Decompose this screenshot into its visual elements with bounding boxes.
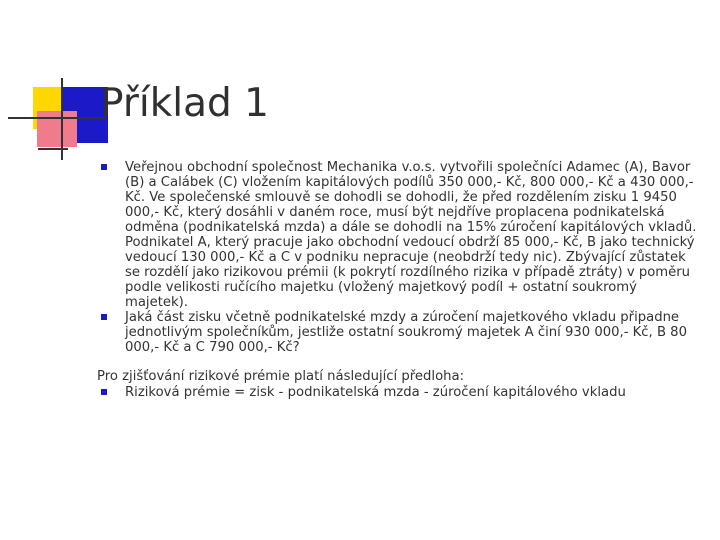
note-bullet-item [97, 385, 697, 400]
bullet-text: Veřejnou obchodní společnost Mechanika v.o.s. vytvořili společníci Adamec (A), Bavor (B) a Calábek (C) vložením kapitálových podílů 350 000,- Kč, 800 000,- Kč a 430 000,- Kč. Ve společenské smlouvě se dohodli se dohodli, že před rozdělením zisku 1 9450 000,- Kč, který dosáhli v daném roce, musí být nejdříve proplacena podnikatelská odměna (podnikatelská mzda) a dále se dohodli na 15% zúročení kapitálových vkladů. Podnikatel A, který pracuje jako obchodní vedoucí obdrží 85 000,- Kč, B jako technický vedoucí 130 000,- Kč a C v podniku nepracuje (neobdrží tedy nic). Zbývající zůstatek se rozdělí jako rizikovou prémii (k pokrytí rozdílného rizika v případě ztráty) v poměru podle velikosti ručícího majetku (vložený majetkový podíl + ostatní soukromý majetek). [125, 160, 697, 310]
bullet-square-icon [101, 314, 107, 320]
main-bullet-list [97, 160, 697, 355]
slide-title: Příklad 1 [100, 81, 269, 126]
decor-horizontal-line [8, 117, 106, 119]
bullet-item [97, 310, 697, 355]
note-section [97, 369, 697, 400]
note-bullet-text: Riziková prémie = zisk - podnikatelská mzda - zúročení kapitálového vkladu [125, 385, 626, 400]
slide-body [97, 160, 697, 400]
bullet-item [97, 160, 697, 310]
bullet-square-icon [101, 389, 107, 395]
bullet-square-icon [101, 164, 107, 170]
decor-short-line [38, 148, 68, 150]
note-bullet-list [97, 385, 697, 400]
bullet-text: Jaká část zisku včetně podnikatelské mzdy a zúročení majetkového vkladu připadne jednotlivým společníkům, jestliže ostatní soukromý majetek A činí 930 000,- Kč, B 80 000,- Kč a C 790 000,- Kč? [125, 310, 687, 355]
note-intro: Pro zjišťování rizikové prémie platí následující předloha: [97, 369, 465, 384]
